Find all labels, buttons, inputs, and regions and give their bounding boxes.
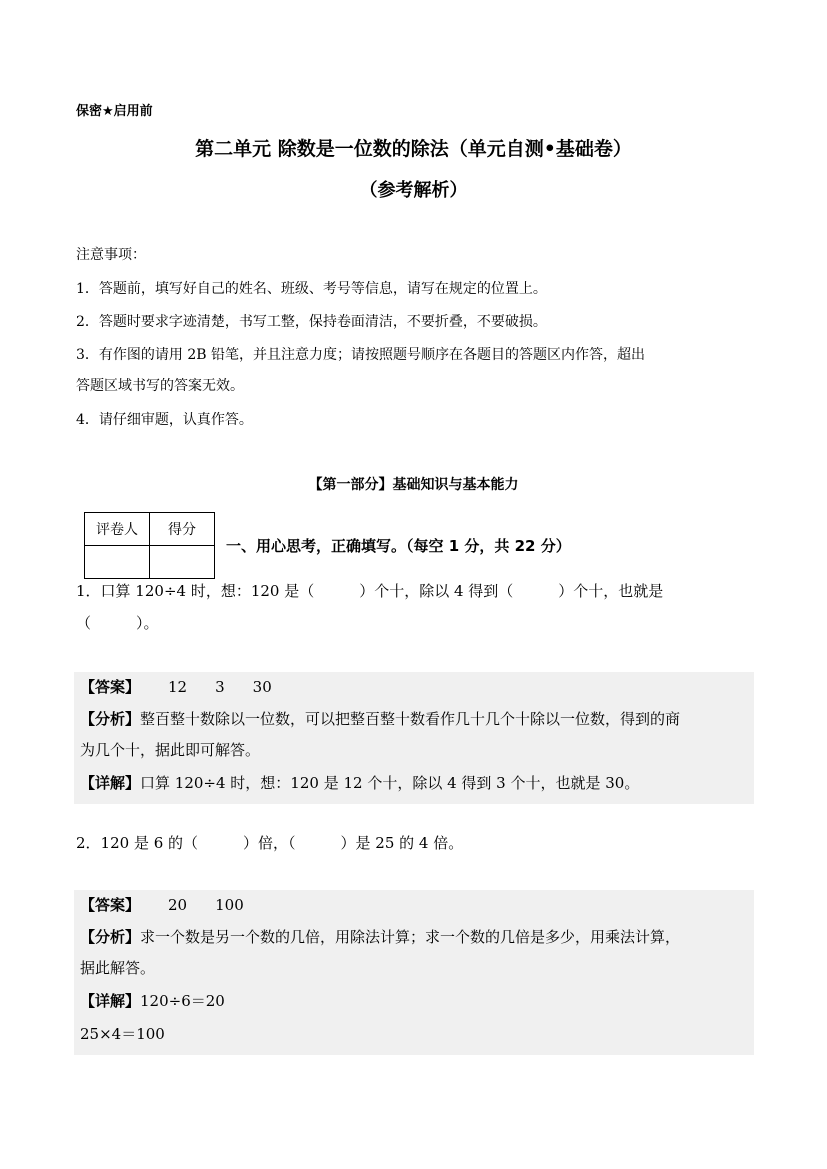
detail-label: 【详解】 (80, 992, 141, 1010)
score-table-grader-header: 评卷人 (85, 513, 150, 546)
analysis-text: 求一个数是另一个数的几倍，用除法计算；求一个数的几倍是多少，用乘法计算， (140, 928, 681, 946)
score-table (84, 512, 215, 579)
analysis-label: 【分析】 (80, 710, 141, 728)
detail-text: 120÷6＝20 (140, 992, 225, 1010)
detail-text-cont: 25×4＝100 (80, 1025, 165, 1043)
analysis-text-cont: 据此解答。 (80, 959, 156, 977)
answer-label: 【答案】 (80, 896, 141, 914)
answer-line (80, 676, 272, 697)
answer-value: 12 (168, 678, 188, 696)
answer-label: 【答案】 (80, 678, 141, 696)
notes-item: 4．请仔细审题，认真作答。 (76, 412, 253, 428)
notes-item: 答题区域书写的答案无效。 (76, 378, 244, 394)
answer-line (80, 894, 244, 915)
analysis-line (80, 926, 680, 947)
analysis-line (80, 708, 680, 729)
detail-label: 【详解】 (80, 774, 141, 792)
detail-line (80, 772, 639, 793)
page-subtitle: （参考解析） (359, 180, 468, 201)
detail-line (80, 990, 225, 1011)
notes-item: 1．答题前，填写好自己的姓名、班级、考号等信息，请写在规定的位置上。 (76, 281, 547, 297)
analysis-label: 【分析】 (80, 928, 141, 946)
confidential-label: 保密★启用前 (76, 104, 153, 119)
notes-heading: 注意事项： (76, 247, 146, 263)
page-title: 第二单元 除数是一位数的除法（单元自测•基础卷） (195, 138, 632, 160)
score-table-score-cell (150, 546, 215, 579)
part-heading: 【第一部分】基础知识与基本能力 (308, 477, 519, 493)
analysis-text: 整百整十数除以一位数，可以把整百整十数看作几十几个十除以一位数，得到的商 (140, 710, 681, 728)
answer-value: 30 (252, 678, 272, 696)
question-1-solution (74, 672, 754, 804)
answer-value: 20 (168, 896, 188, 914)
question-1-text-cont: （ ）。 (76, 614, 159, 632)
detail-text: 口算 120÷4 时，想：120 是 12 个十，除以 4 得到 3 个十，也就是 30。 (140, 774, 640, 792)
answer-value: 100 (215, 896, 244, 914)
score-table-score-header: 得分 (150, 513, 215, 546)
answer-value: 3 (215, 678, 225, 696)
notes-item: 3．有作图的请用 2B 铅笔，并且注意力度；请按照题号顺序在各题目的答题区内作答，超出 (76, 347, 646, 363)
question-2-text: 2．120 是 6 的（ ）倍，（ ）是 25 的 4 倍。 (76, 834, 464, 852)
section-heading: 一、用心思考，正确填写。（每空 1 分，共 22 分） (226, 537, 571, 555)
question-2-solution (74, 890, 754, 1055)
score-table-grader-cell (85, 546, 150, 579)
question-1-text: 1．口算 120÷4 时，想：120 是（ ）个十，除以 4 得到（ ）个十，也就是 (76, 582, 664, 600)
analysis-text-cont: 为几个十，据此即可解答。 (80, 741, 261, 759)
notes-item: 2．答题时要求字迹清楚，书写工整，保持卷面清洁，不要折叠，不要破损。 (76, 314, 547, 330)
